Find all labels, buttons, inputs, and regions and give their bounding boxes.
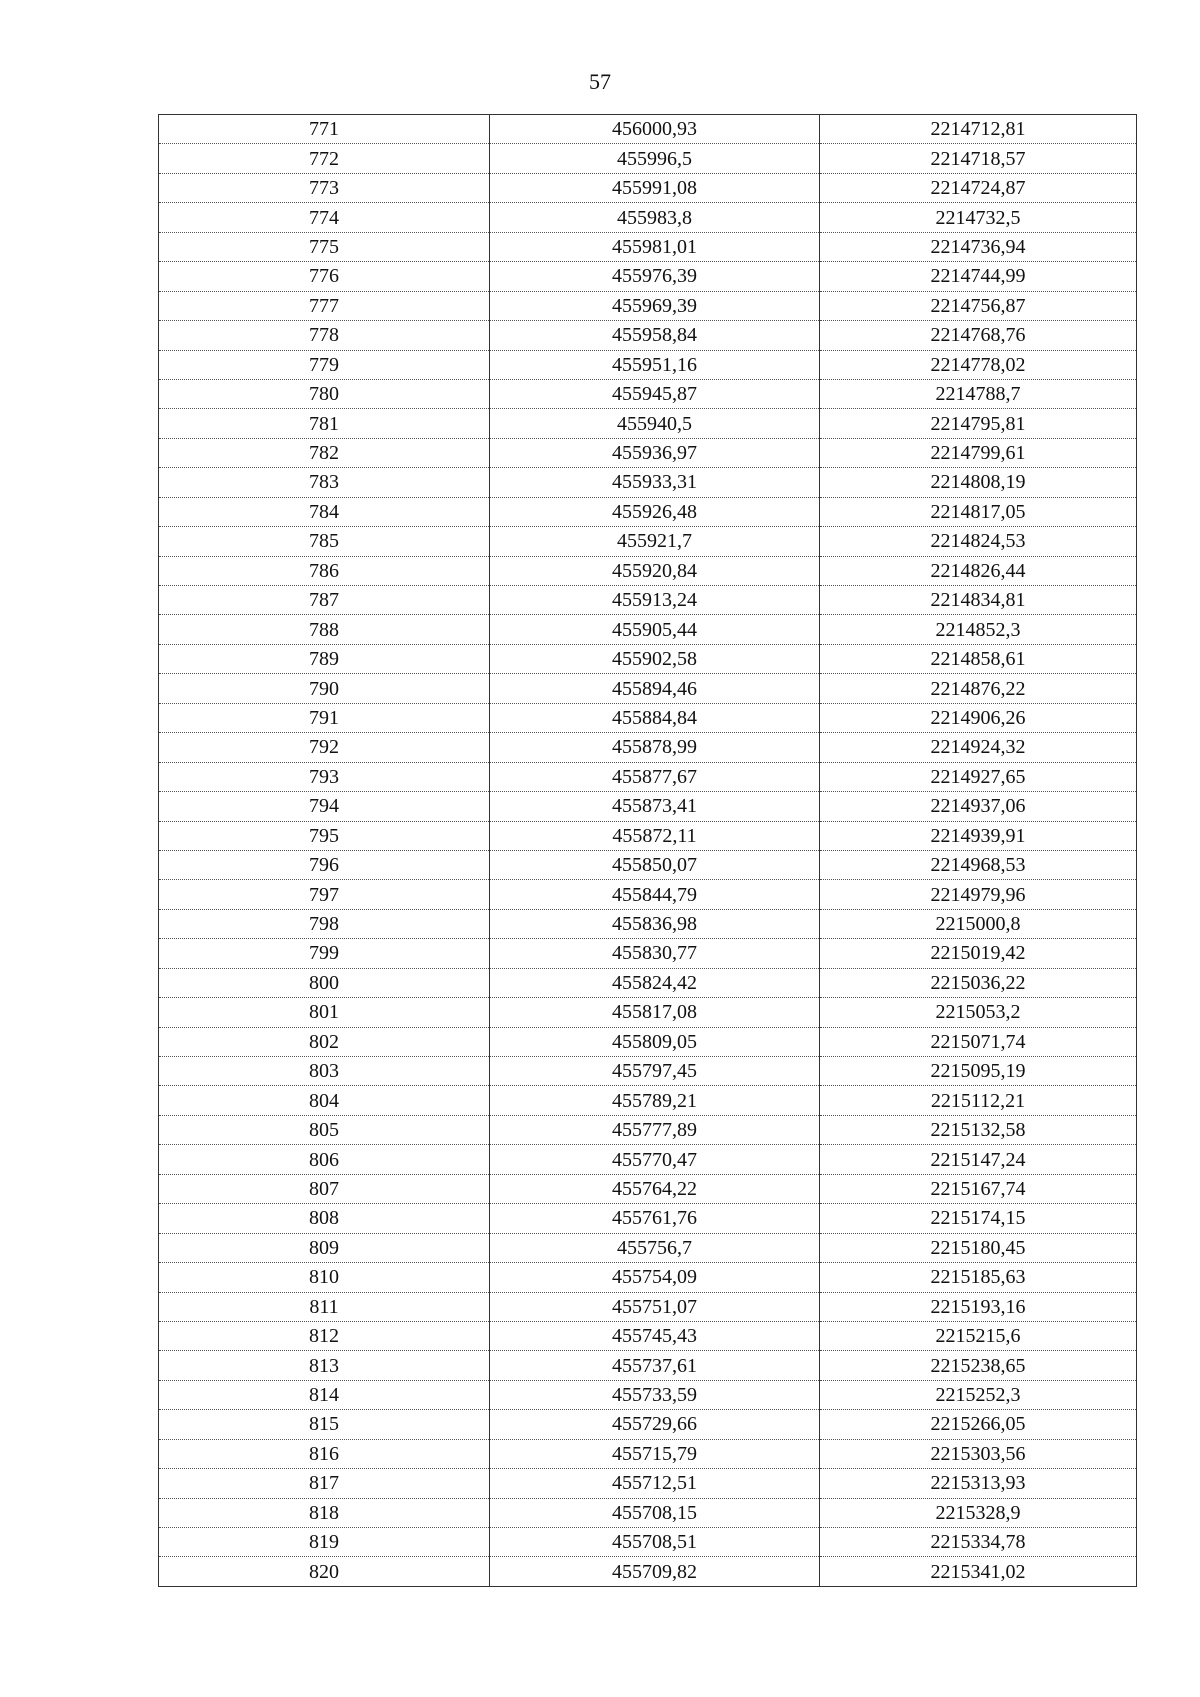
table-row	[159, 1174, 1137, 1203]
y-coordinate-cell: 2215053,2	[820, 998, 1137, 1027]
x-coordinate-cell: 455920,84	[490, 556, 820, 585]
x-coordinate-cell: 455830,77	[490, 939, 820, 968]
point-number-cell: 798	[159, 909, 490, 938]
table-row	[159, 1528, 1137, 1557]
y-coordinate-cell: 2214824,53	[820, 527, 1137, 556]
table-row	[159, 497, 1137, 526]
x-coordinate-cell: 455709,82	[490, 1557, 820, 1586]
point-number-cell: 781	[159, 409, 490, 438]
coordinates-table	[158, 114, 1137, 1587]
x-coordinate-cell: 455797,45	[490, 1057, 820, 1086]
y-coordinate-cell: 2214858,61	[820, 644, 1137, 673]
table-row	[159, 850, 1137, 879]
y-coordinate-cell: 2214939,91	[820, 821, 1137, 850]
point-number-cell: 792	[159, 733, 490, 762]
table-row	[159, 644, 1137, 673]
point-number-cell: 788	[159, 615, 490, 644]
table-row	[159, 909, 1137, 938]
point-number-cell: 811	[159, 1292, 490, 1321]
point-number-cell: 784	[159, 497, 490, 526]
point-number-cell: 773	[159, 173, 490, 202]
point-number-cell: 816	[159, 1439, 490, 1468]
point-number-cell: 806	[159, 1145, 490, 1174]
table-row	[159, 792, 1137, 821]
point-number-cell: 771	[159, 115, 490, 144]
point-number-cell: 810	[159, 1263, 490, 1292]
y-coordinate-cell: 2215313,93	[820, 1469, 1137, 1498]
x-coordinate-cell: 455969,39	[490, 291, 820, 320]
x-coordinate-cell: 455905,44	[490, 615, 820, 644]
x-coordinate-cell: 455894,46	[490, 674, 820, 703]
y-coordinate-cell: 2214788,7	[820, 379, 1137, 408]
point-number-cell: 804	[159, 1086, 490, 1115]
x-coordinate-cell: 455936,97	[490, 438, 820, 467]
table-row	[159, 821, 1137, 850]
x-coordinate-cell: 455996,5	[490, 144, 820, 173]
y-coordinate-cell: 2214732,5	[820, 203, 1137, 232]
table-row	[159, 880, 1137, 909]
x-coordinate-cell: 455873,41	[490, 792, 820, 821]
table-row	[159, 674, 1137, 703]
table-row	[159, 762, 1137, 791]
point-number-cell: 775	[159, 232, 490, 261]
y-coordinate-cell: 2214718,57	[820, 144, 1137, 173]
y-coordinate-cell: 2214744,99	[820, 262, 1137, 291]
point-number-cell: 819	[159, 1528, 490, 1557]
y-coordinate-cell: 2214768,76	[820, 321, 1137, 350]
y-coordinate-cell: 2214826,44	[820, 556, 1137, 585]
table-row	[159, 321, 1137, 350]
table-row	[159, 262, 1137, 291]
y-coordinate-cell: 2214795,81	[820, 409, 1137, 438]
x-coordinate-cell: 455983,8	[490, 203, 820, 232]
page-number: 57	[589, 69, 611, 94]
table-row	[159, 350, 1137, 379]
table-row	[159, 1351, 1137, 1380]
x-coordinate-cell: 455981,01	[490, 232, 820, 261]
table-row	[159, 1115, 1137, 1144]
table-row	[159, 438, 1137, 467]
x-coordinate-cell: 455836,98	[490, 909, 820, 938]
y-coordinate-cell: 2214724,87	[820, 173, 1137, 202]
y-coordinate-cell: 2215147,24	[820, 1145, 1137, 1174]
table-row	[159, 173, 1137, 202]
table-row	[159, 1439, 1137, 1468]
point-number-cell: 779	[159, 350, 490, 379]
x-coordinate-cell: 455902,58	[490, 644, 820, 673]
table-row	[159, 733, 1137, 762]
y-coordinate-cell: 2214968,53	[820, 850, 1137, 879]
x-coordinate-cell: 455745,43	[490, 1321, 820, 1350]
y-coordinate-cell: 2214937,06	[820, 792, 1137, 821]
x-coordinate-cell: 455951,16	[490, 350, 820, 379]
point-number-cell: 814	[159, 1380, 490, 1409]
point-number-cell: 785	[159, 527, 490, 556]
table-row	[159, 468, 1137, 497]
table-body	[159, 115, 1137, 1587]
point-number-cell: 776	[159, 262, 490, 291]
point-number-cell: 808	[159, 1204, 490, 1233]
table-row	[159, 1380, 1137, 1409]
y-coordinate-cell: 2214979,96	[820, 880, 1137, 909]
table-row	[159, 1057, 1137, 1086]
table-row	[159, 1027, 1137, 1056]
point-number-cell: 803	[159, 1057, 490, 1086]
y-coordinate-cell: 2214876,22	[820, 674, 1137, 703]
point-number-cell: 778	[159, 321, 490, 350]
x-coordinate-cell: 455884,84	[490, 703, 820, 732]
table-row	[159, 586, 1137, 615]
y-coordinate-cell: 2215252,3	[820, 1380, 1137, 1409]
point-number-cell: 791	[159, 703, 490, 732]
y-coordinate-cell: 2215000,8	[820, 909, 1137, 938]
point-number-cell: 796	[159, 850, 490, 879]
table-row	[159, 1233, 1137, 1262]
point-number-cell: 805	[159, 1115, 490, 1144]
x-coordinate-cell: 455708,51	[490, 1528, 820, 1557]
table-row	[159, 115, 1137, 144]
point-number-cell: 782	[159, 438, 490, 467]
table-row	[159, 615, 1137, 644]
point-number-cell: 813	[159, 1351, 490, 1380]
y-coordinate-cell: 2215132,58	[820, 1115, 1137, 1144]
y-coordinate-cell: 2215341,02	[820, 1557, 1137, 1586]
x-coordinate-cell: 455756,7	[490, 1233, 820, 1262]
point-number-cell: 774	[159, 203, 490, 232]
point-number-cell: 777	[159, 291, 490, 320]
y-coordinate-cell: 2215112,21	[820, 1086, 1137, 1115]
table-row	[159, 703, 1137, 732]
x-coordinate-cell: 455715,79	[490, 1439, 820, 1468]
y-coordinate-cell: 2215215,6	[820, 1321, 1137, 1350]
y-coordinate-cell: 2214756,87	[820, 291, 1137, 320]
y-coordinate-cell: 2215266,05	[820, 1410, 1137, 1439]
point-number-cell: 772	[159, 144, 490, 173]
table-row	[159, 556, 1137, 585]
x-coordinate-cell: 455872,11	[490, 821, 820, 850]
y-coordinate-cell: 2214736,94	[820, 232, 1137, 261]
y-coordinate-cell: 2214778,02	[820, 350, 1137, 379]
x-coordinate-cell: 455850,07	[490, 850, 820, 879]
y-coordinate-cell: 2215193,16	[820, 1292, 1137, 1321]
point-number-cell: 780	[159, 379, 490, 408]
y-coordinate-cell: 2215303,56	[820, 1439, 1137, 1468]
point-number-cell: 787	[159, 586, 490, 615]
x-coordinate-cell: 455844,79	[490, 880, 820, 909]
table-row	[159, 1498, 1137, 1527]
table-row	[159, 1410, 1137, 1439]
point-number-cell: 809	[159, 1233, 490, 1262]
y-coordinate-cell: 2214817,05	[820, 497, 1137, 526]
point-number-cell: 812	[159, 1321, 490, 1350]
x-coordinate-cell: 455991,08	[490, 173, 820, 202]
x-coordinate-cell: 455921,7	[490, 527, 820, 556]
y-coordinate-cell: 2214808,19	[820, 468, 1137, 497]
x-coordinate-cell: 455712,51	[490, 1469, 820, 1498]
point-number-cell: 820	[159, 1557, 490, 1586]
x-coordinate-cell: 455817,08	[490, 998, 820, 1027]
table-row	[159, 527, 1137, 556]
y-coordinate-cell: 2215238,65	[820, 1351, 1137, 1380]
x-coordinate-cell: 455754,09	[490, 1263, 820, 1292]
x-coordinate-cell: 455708,15	[490, 1498, 820, 1527]
x-coordinate-cell: 455729,66	[490, 1410, 820, 1439]
y-coordinate-cell: 2214799,61	[820, 438, 1137, 467]
y-coordinate-cell: 2214924,32	[820, 733, 1137, 762]
x-coordinate-cell: 455770,47	[490, 1145, 820, 1174]
point-number-cell: 800	[159, 968, 490, 997]
point-number-cell: 802	[159, 1027, 490, 1056]
x-coordinate-cell: 455877,67	[490, 762, 820, 791]
y-coordinate-cell: 2215174,15	[820, 1204, 1137, 1233]
y-coordinate-cell: 2215185,63	[820, 1263, 1137, 1292]
point-number-cell: 793	[159, 762, 490, 791]
point-number-cell: 807	[159, 1174, 490, 1203]
table-row	[159, 1292, 1137, 1321]
x-coordinate-cell: 455764,22	[490, 1174, 820, 1203]
point-number-cell: 818	[159, 1498, 490, 1527]
x-coordinate-cell: 455958,84	[490, 321, 820, 350]
table-row	[159, 998, 1137, 1027]
x-coordinate-cell: 455737,61	[490, 1351, 820, 1380]
table-row	[159, 144, 1137, 173]
y-coordinate-cell: 2215180,45	[820, 1233, 1137, 1262]
table-row	[159, 1557, 1137, 1586]
y-coordinate-cell: 2215334,78	[820, 1528, 1137, 1557]
x-coordinate-cell: 455809,05	[490, 1027, 820, 1056]
table-row	[159, 203, 1137, 232]
table-row	[159, 291, 1137, 320]
y-coordinate-cell: 2214712,81	[820, 115, 1137, 144]
table-row	[159, 1321, 1137, 1350]
x-coordinate-cell: 455733,59	[490, 1380, 820, 1409]
y-coordinate-cell: 2214834,81	[820, 586, 1137, 615]
table-row	[159, 939, 1137, 968]
y-coordinate-cell: 2215095,19	[820, 1057, 1137, 1086]
point-number-cell: 801	[159, 998, 490, 1027]
point-number-cell: 783	[159, 468, 490, 497]
table-row	[159, 232, 1137, 261]
x-coordinate-cell: 456000,93	[490, 115, 820, 144]
point-number-cell: 790	[159, 674, 490, 703]
x-coordinate-cell: 455878,99	[490, 733, 820, 762]
y-coordinate-cell: 2214852,3	[820, 615, 1137, 644]
x-coordinate-cell: 455761,76	[490, 1204, 820, 1233]
table-row	[159, 1469, 1137, 1498]
y-coordinate-cell: 2214927,65	[820, 762, 1137, 791]
point-number-cell: 789	[159, 644, 490, 673]
x-coordinate-cell: 455913,24	[490, 586, 820, 615]
point-number-cell: 794	[159, 792, 490, 821]
x-coordinate-cell: 455751,07	[490, 1292, 820, 1321]
table-row	[159, 1263, 1137, 1292]
point-number-cell: 815	[159, 1410, 490, 1439]
x-coordinate-cell: 455945,87	[490, 379, 820, 408]
y-coordinate-cell: 2215036,22	[820, 968, 1137, 997]
x-coordinate-cell: 455933,31	[490, 468, 820, 497]
table-row	[159, 968, 1137, 997]
table-row	[159, 1086, 1137, 1115]
x-coordinate-cell: 455824,42	[490, 968, 820, 997]
y-coordinate-cell: 2215019,42	[820, 939, 1137, 968]
point-number-cell: 795	[159, 821, 490, 850]
x-coordinate-cell: 455789,21	[490, 1086, 820, 1115]
x-coordinate-cell: 455976,39	[490, 262, 820, 291]
table-row	[159, 409, 1137, 438]
table-row	[159, 1204, 1137, 1233]
y-coordinate-cell: 2214906,26	[820, 703, 1137, 732]
x-coordinate-cell: 455940,5	[490, 409, 820, 438]
point-number-cell: 797	[159, 880, 490, 909]
point-number-cell: 786	[159, 556, 490, 585]
table-row	[159, 1145, 1137, 1174]
y-coordinate-cell: 2215071,74	[820, 1027, 1137, 1056]
x-coordinate-cell: 455777,89	[490, 1115, 820, 1144]
point-number-cell: 799	[159, 939, 490, 968]
point-number-cell: 817	[159, 1469, 490, 1498]
y-coordinate-cell: 2215167,74	[820, 1174, 1137, 1203]
x-coordinate-cell: 455926,48	[490, 497, 820, 526]
y-coordinate-cell: 2215328,9	[820, 1498, 1137, 1527]
table-row	[159, 379, 1137, 408]
